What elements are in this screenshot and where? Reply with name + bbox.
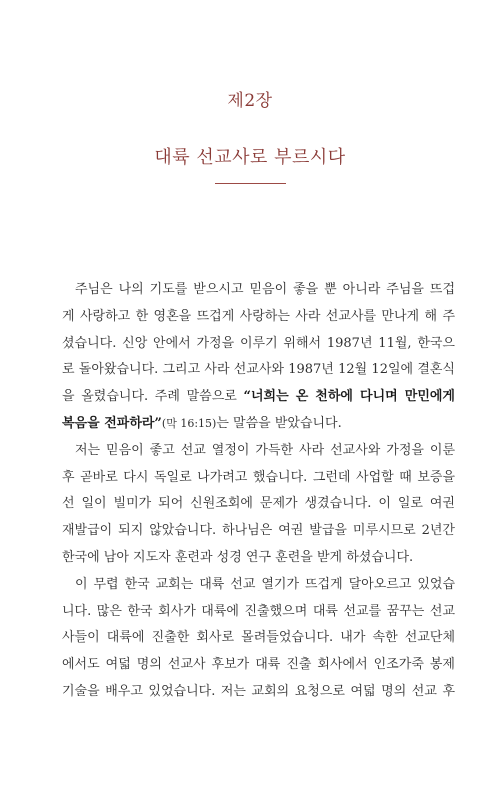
title-divider <box>215 183 286 184</box>
text-segment: 을 올렸습니다. 주례 말씀으로 <box>62 389 244 405</box>
paragraph-2 <box>49 438 455 572</box>
scripture-quote-part2: 복음을 전파하라” <box>62 415 162 431</box>
text-line: 주님은 나의 기도를 받으시고 믿음이 좋을 뿐 아니라 주님을 뜨겁 <box>75 282 455 297</box>
text-line <box>49 384 455 411</box>
text-line: 셨습니다. 신앙 안에서 가정을 이루기 위해서 1987년 11월, 한국으 <box>62 335 455 351</box>
text-line: 로 돌아왔습니다. 그리고 사라 선교사와 1987년 12월 12일에 결혼식 <box>62 362 455 378</box>
text-line: 게 사랑하고 한 영혼을 뜨겁게 사랑하는 사라 선교사를 만나게 해 주 <box>62 308 455 324</box>
text-line: 에서도 여덟 명의 선교사 후보가 대륙 진출 회사에서 인조가죽 봉제 <box>62 657 455 673</box>
paragraph-3 <box>49 572 455 706</box>
body-text <box>49 277 455 706</box>
text-line: 재발급이 되지 않았습니다. 하나님은 여권 발급을 미루시므로 2년간 <box>62 523 455 539</box>
chapter-title: 대륙 선교사로 부르시다 <box>154 147 346 168</box>
text-line: 후 곧바로 다시 독일로 나가려고 했습니다. 그런데 사업할 때 보증을 <box>62 469 455 485</box>
scripture-reference: (막 16:15) <box>161 416 217 430</box>
text-line: 이 무렵 한국 교회는 대륙 선교 열기가 뜨겁게 달아오르고 있었습 <box>75 576 455 592</box>
scripture-quote-part1: “너희는 온 천하에 다니며 만민에게 <box>243 389 455 405</box>
text-segment: 는 말씀을 받았습니다. <box>216 415 342 431</box>
text-line <box>49 411 455 438</box>
paragraph-1 <box>49 277 455 438</box>
text-line: 사들이 대륙에 진출한 회사로 몰려들었습니다. 내가 속한 선교단체 <box>62 630 455 646</box>
text-line: 저는 믿음이 좋고 선교 열정이 가득한 사라 선교사와 가정을 이룬 <box>75 442 455 458</box>
text-line: 선 일이 빌미가 되어 신원조회에 문제가 생겼습니다. 이 일로 여권 <box>62 496 455 512</box>
text-line: 기술을 배우고 있었습니다. 저는 교회의 요청으로 여덟 명의 선교 후 <box>62 683 455 699</box>
chapter-number: 제2장 <box>227 91 273 111</box>
text-line: 니다. 많은 한국 회사가 대륙에 진출했으며 대륙 선교를 꿈꾸는 선교 <box>62 603 455 619</box>
text-line: 한국에 남아 지도자 훈련과 성경 연구 훈련을 받게 하셨습니다. <box>62 549 414 565</box>
